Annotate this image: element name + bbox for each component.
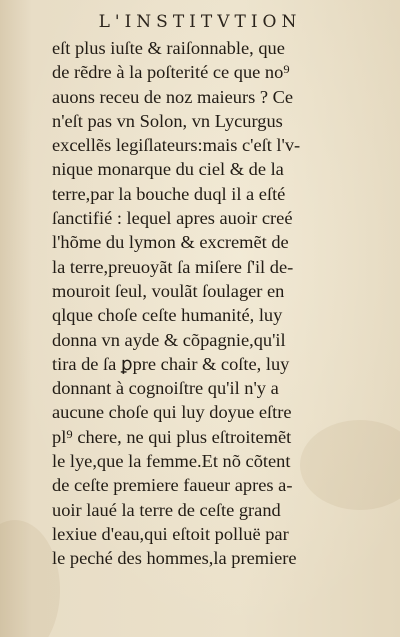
paper-stain <box>0 520 60 637</box>
text-line: aucune choſe qui luy doyue eſtre <box>52 402 292 423</box>
text-line: pl⁹ chere, ne qui plus eſtroitemẽt <box>52 426 292 447</box>
text-line: terre,par la bouche duql il a eſté <box>52 183 286 204</box>
text-line: l'hõme du lymon & excremẽt de <box>52 232 289 253</box>
text-line: ſanctifié : lequel apres auoir creé <box>52 208 293 229</box>
text-line: la terre,preuoyãt ſa miſere ſ'il de- <box>52 256 294 277</box>
text-line: auons receu de noz maieurs ? Ce <box>52 86 294 107</box>
body-text <box>52 36 392 571</box>
text-line: qlque choſe ceſte humanité, luy <box>52 305 283 326</box>
running-head: L'INSTITVTION <box>98 12 302 32</box>
text-line: uoir laué la terre de ceſte grand <box>52 499 281 520</box>
text-line: tira de ſa ꝑpre chair & coſte, luy <box>52 353 290 374</box>
text-line: le lye,que la femme.Et nõ cõtent <box>52 451 291 472</box>
text-line: nique monarque du ciel & de la <box>52 159 284 180</box>
text-line: de rẽdre à la poſterité ce que no⁹ <box>52 62 290 83</box>
text-line: excellẽs legiſlateurs:mais c'eſt l'v- <box>52 135 301 156</box>
text-line: eſt plus iuſte & raiſonnable, que <box>52 38 285 58</box>
text-line: lexiue d'eau,qui eſtoit polluë par <box>52 523 289 544</box>
text-line: de ceſte premiere faueur apres a- <box>52 475 293 496</box>
text-line: mouroit ſeul, voulãt ſoulager en <box>52 280 285 301</box>
text-line: n'eſt pas vn Solon, vn Lycurgus <box>52 110 283 131</box>
text-line: donnant à cognoiſtre qu'il n'y a <box>52 378 279 399</box>
text-line: le peché des hommes,la premiere <box>52 548 297 569</box>
text-line: donna vn ayde & cõpagnie,qu'il <box>52 329 286 350</box>
